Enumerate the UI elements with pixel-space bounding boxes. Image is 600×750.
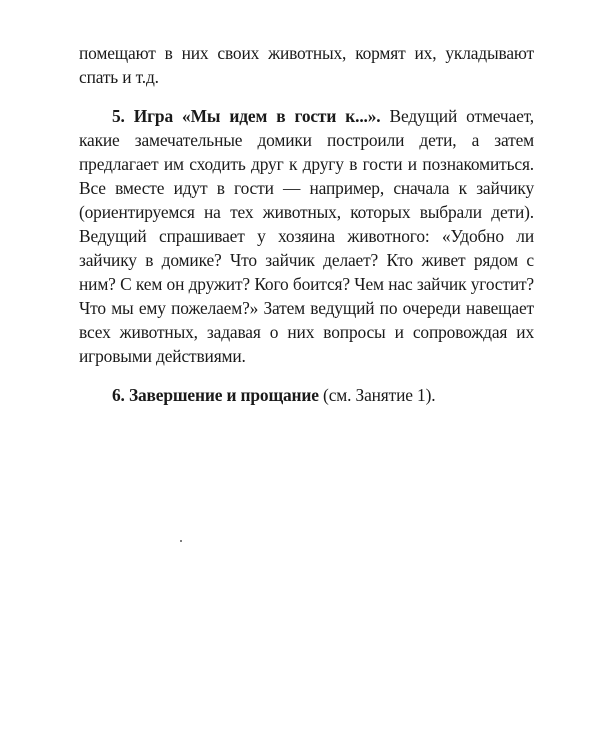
print-speck (180, 540, 182, 542)
section-heading-closing: 6. Завершение и прощание (112, 385, 319, 405)
section-heading-game: 5. Игра «Мы идем в гости к...». (112, 106, 381, 126)
paragraph-text: Ведущий отмечает, какие замечательные домики построили дети, а затем предлагает им сходить друг к другу в гости и познакомиться. Все вместе идут в гости — например, сначала к зайчику (ориентируемся на тех животных, которых выбрали дети). Ведущий спрашивает у хозяина животного: «Удобно ли зайчику в домике? Что зайчик делает? Кто живет рядом с ним? С кем он дружит? Кого боится? Чем нас зайчик угостит? Что мы ему пожелаем?» Затем ведущий по очереди навещает всех животных, задавая о них вопросы и сопровождая их игровыми действиями. (79, 106, 535, 366)
paragraph-game-5 (79, 104, 534, 368)
paragraph-text: (см. Занятие 1). (318, 385, 436, 405)
page-body (79, 41, 534, 407)
paragraph-text: помещают в них своих животных, кормят их, укладывают спать и т.д. (79, 43, 534, 87)
paragraph-closing-6 (79, 383, 534, 407)
paragraph-continuation (79, 41, 534, 89)
